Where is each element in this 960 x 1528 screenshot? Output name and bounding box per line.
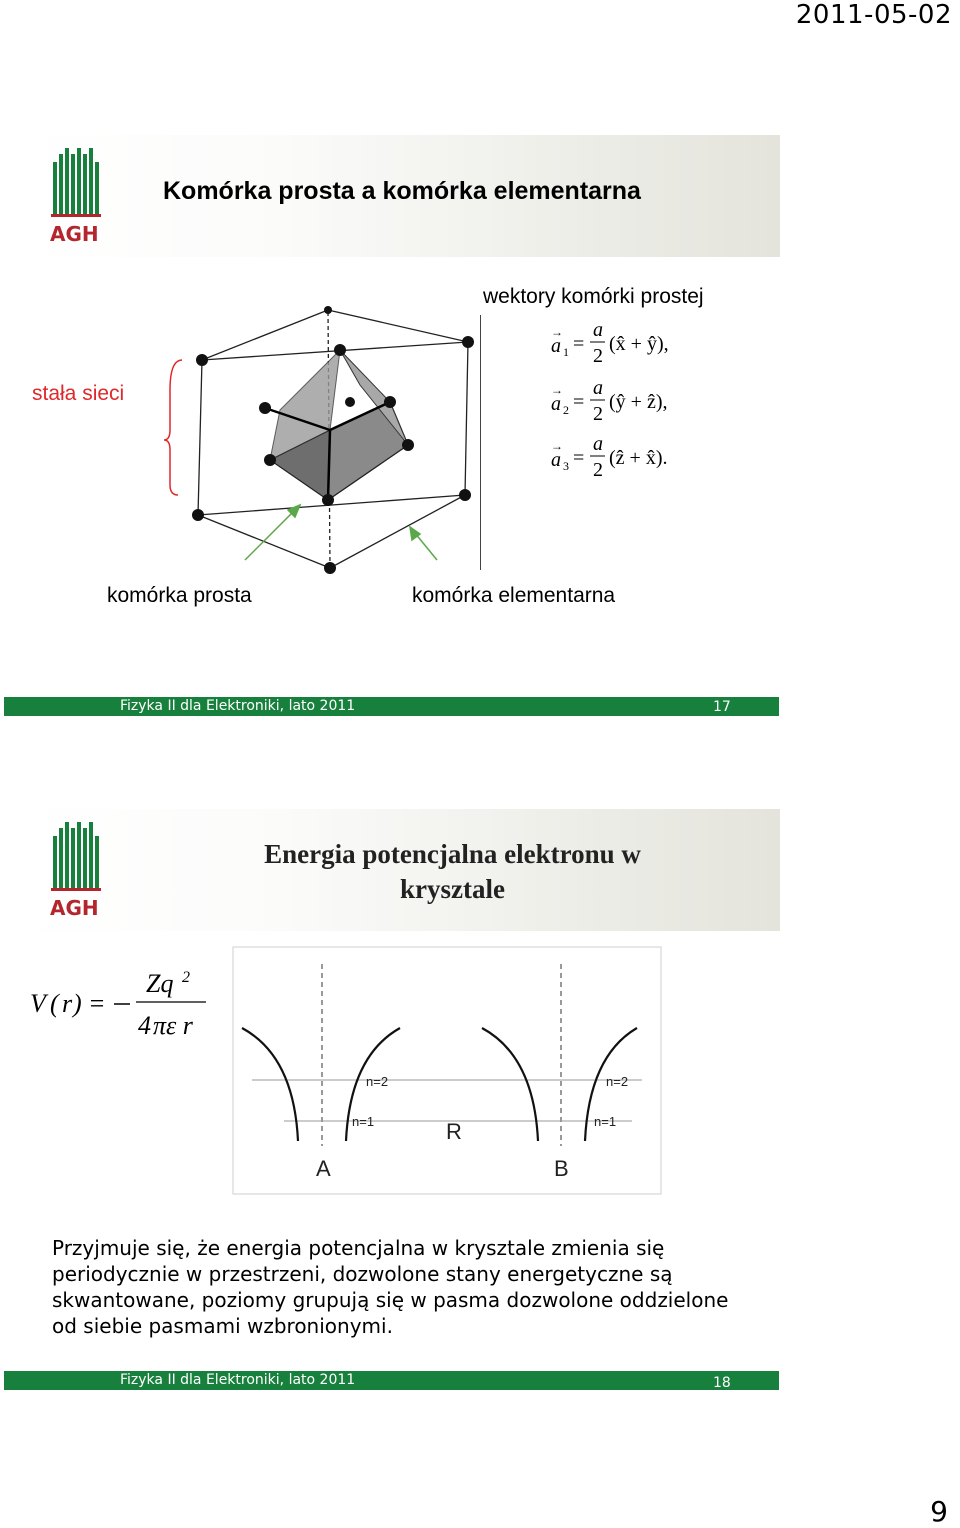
svg-text:a: a: [551, 393, 561, 415]
slide-18-title-line2: krysztale: [400, 874, 505, 904]
slide-18-title-line1: Energia potencjalna elektronu w: [264, 839, 641, 869]
footer-text: Fizyka II dla Elektroniki, lato 2011: [120, 698, 356, 714]
svg-text:2: 2: [182, 969, 190, 986]
svg-text:a: a: [551, 449, 561, 471]
slide-number: 18: [713, 1375, 731, 1391]
svg-text:1: 1: [563, 345, 569, 359]
slide-18-paragraph: Przyjmuje się, że energia potencjalna w krysztale zmienia się periodycznie w przestrzeni, dozwolone stany energetyczne są skwantowane, poziomy grupują się w pasma dozwolone oddzielone od siebie pasmami wzbronionymi.: [52, 1236, 729, 1338]
unit-cell-label: komórka elementarna: [412, 584, 616, 607]
svg-text:=: =: [573, 447, 585, 469]
page-number: 9: [930, 1495, 948, 1528]
svg-text:a: a: [551, 335, 561, 357]
primitive-cell-label: komórka prosta: [107, 584, 252, 607]
svg-text:=: =: [88, 989, 106, 1018]
svg-text:→: →: [551, 325, 563, 339]
graph-level-n2-label: n=2: [366, 1074, 389, 1089]
svg-text:→: →: [551, 383, 563, 397]
svg-text:2: 2: [563, 403, 569, 417]
svg-text:AGH: AGH: [50, 896, 99, 918]
slide-17-footer: [4, 697, 779, 716]
agh-logo-icon: [47, 822, 107, 918]
agh-logo-icon: [47, 148, 107, 244]
svg-text:3: 3: [563, 459, 569, 473]
graph-label-B: B: [554, 1156, 569, 1181]
document-date: 2011-05-02: [795, 0, 952, 30]
svg-text:πε r: πε r: [153, 1011, 193, 1040]
svg-text:→: →: [551, 439, 563, 453]
svg-text:4: 4: [138, 1011, 151, 1040]
slide-18-footer: [4, 1371, 779, 1390]
svg-text:a: a: [593, 319, 603, 341]
potential-formula: [30, 962, 220, 1052]
svg-text:=: =: [573, 391, 585, 413]
svg-text:V: V: [30, 989, 46, 1018]
slide-18-title: [225, 837, 680, 907]
svg-text:AGH: AGH: [50, 222, 99, 244]
svg-text:a: a: [593, 433, 603, 455]
lattice-vector-formulas: [545, 318, 695, 493]
svg-text:r: r: [62, 989, 73, 1018]
svg-text:Zq: Zq: [146, 969, 174, 998]
separator-line: [480, 315, 481, 570]
lattice-constant-label: stała sieci: [32, 382, 125, 405]
graph-label-A: A: [316, 1156, 331, 1181]
formula-1-rhs: (x̂ + ŷ),: [609, 333, 669, 355]
formula-2-rhs: (ŷ + ẑ),: [609, 391, 668, 413]
slide-number: 17: [713, 699, 731, 715]
graph-label-R: R: [446, 1119, 462, 1144]
footer-text: Fizyka II dla Elektroniki, lato 2011: [120, 1372, 356, 1388]
svg-text:): ): [73, 989, 82, 1018]
crystal-cell-diagram: [160, 290, 490, 580]
svg-text:(: (: [50, 989, 59, 1018]
vectors-title: wektory komórki prostej: [483, 285, 704, 308]
slide-17-title: Komórka prosta a komórka elementarna: [163, 177, 641, 205]
graph-level-n1-label: n=1: [352, 1114, 375, 1129]
svg-text:2: 2: [593, 459, 603, 481]
graph-level-n1-label-right: n=1: [594, 1114, 617, 1129]
formula-3-rhs: (ẑ + x̂).: [609, 447, 668, 469]
svg-text:a: a: [593, 377, 603, 399]
svg-text:2: 2: [593, 403, 603, 425]
svg-text:=: =: [573, 333, 585, 355]
svg-text:2: 2: [593, 345, 603, 367]
potential-energy-graph: [232, 946, 662, 1196]
graph-level-n2-label-right: n=2: [606, 1074, 629, 1089]
